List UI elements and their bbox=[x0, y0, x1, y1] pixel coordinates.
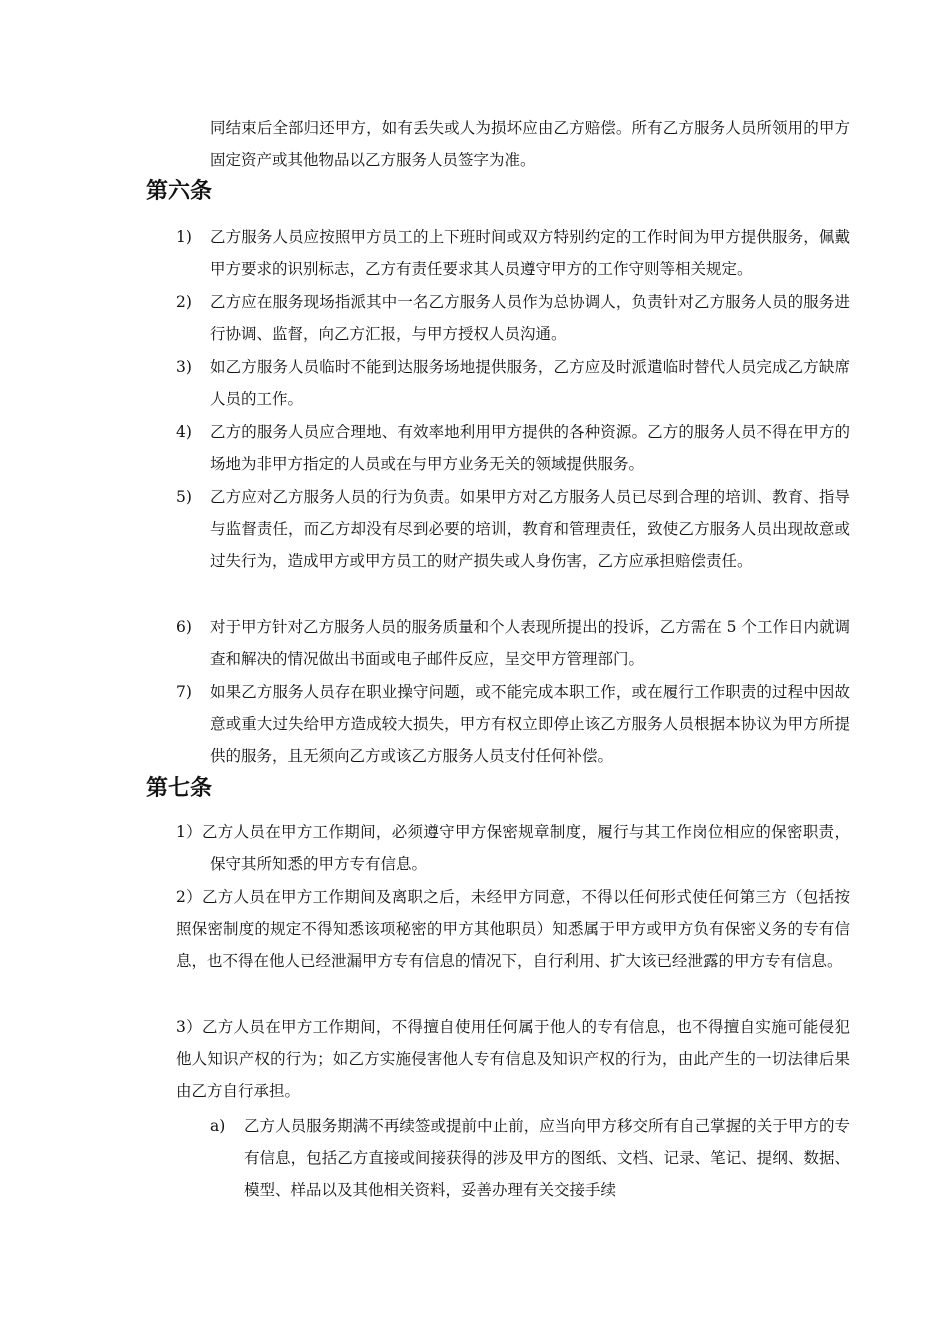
article-6-item-1-number: 1) bbox=[176, 228, 192, 246]
article-7-item-3: 3）乙方人员在甲方工作期间，不得擅自使用任何属于他人的专有信息，也不得擅自实施可能侵犯他人知识产权的行为；如乙方实施侵害他人专有信息及知识产权的行为，由此产生的一切法律后果由乙方自行承担。 bbox=[176, 1018, 850, 1100]
article-7-subitem-a-text: 乙方人员服务期满不再续签或提前中止前，应当向甲方移交所有自己掌握的关于甲方的专有信息，包括乙方直接或间接获得的涉及甲方的图纸、文档、记录、笔记、提纲、数据、模型、样品以及其他相关资料，妥善办理有关交接手续 bbox=[244, 1117, 850, 1199]
intro-paragraph: 同结束后全部归还甲方，如有丢失或人为损坏应由乙方赔偿。所有乙方服务人员所领用的甲方固定资产或其他物品以乙方服务人员签字为准。 bbox=[210, 119, 850, 169]
article-7-heading: 第七条 bbox=[146, 775, 213, 801]
article-6-item-5-number: 5) bbox=[176, 488, 192, 506]
article-6-item-1-text: 乙方服务人员应按照甲方员工的上下班时间或双方特别约定的工作时间为甲方提供服务，佩戴甲方要求的识别标志，乙方有责任要求其人员遵守甲方的工作守则等相关规定。 bbox=[210, 228, 850, 278]
article-6-item-6-number: 6) bbox=[176, 618, 192, 636]
article-6-item-2-number: 2) bbox=[176, 293, 192, 311]
article-6-item-2-text: 乙方应在服务现场指派其中一名乙方服务人员作为总协调人，负责针对乙方服务人员的服务进行协调、监督，向乙方汇报，与甲方授权人员沟通。 bbox=[210, 293, 850, 343]
article-6-item-7-text: 如果乙方服务人员存在职业操守问题，或不能完成本职工作，或在履行工作职责的过程中因故意或重大过失给甲方造成较大损失，甲方有权立即停止该乙方服务人员根据本协议为甲方所提供的服务，且无须向乙方或该乙方服务人员支付任何补偿。 bbox=[210, 683, 850, 765]
article-6-item-4-number: 4) bbox=[176, 423, 192, 441]
article-6-item-3-number: 3) bbox=[176, 358, 192, 376]
article-6-item-6-text: 对于甲方针对乙方服务人员的服务质量和个人表现所提出的投诉，乙方需在 5 个工作日内就调查和解决的情况做出书面或电子邮件反应，呈交甲方管理部门。 bbox=[210, 618, 850, 668]
article-6-item-3-text: 如乙方服务人员临时不能到达服务场地提供服务，乙方应及时派遣临时替代人员完成乙方缺席人员的工作。 bbox=[210, 358, 850, 408]
article-7-subitem-a-number: a) bbox=[210, 1117, 226, 1135]
article-6-item-4-text: 乙方的服务人员应合理地、有效率地利用甲方提供的各种资源。乙方的服务人员不得在甲方的场地为非甲方指定的人员或在与甲方业务无关的领域提供服务。 bbox=[210, 423, 850, 473]
article-7-item-1: 1）乙方人员在甲方工作期间，必须遵守甲方保密规章制度，履行与其工作岗位相应的保密职责，保守其所知悉的甲方专有信息。 bbox=[176, 823, 850, 873]
article-6-heading: 第六条 bbox=[146, 178, 213, 204]
article-7-item-2: 2）乙方人员在甲方工作期间及离职之后，未经甲方同意，不得以任何形式使任何第三方（包括按照保密制度的规定不得知悉该项秘密的甲方其他职员）知悉属于甲方或甲方负有保密义务的专有信息，也不得在他人已经泄漏甲方专有信息的情况下，自行利用、扩大该已经泄露的甲方专有信息。 bbox=[176, 888, 850, 970]
article-6-item-7-number: 7) bbox=[176, 683, 192, 701]
article-6-item-5-text: 乙方应对乙方服务人员的行为负责。如果甲方对乙方服务人员已尽到合理的培训、教育、指导与监督责任，而乙方却没有尽到必要的培训，教育和管理责任，致使乙方服务人员出现故意或过失行为，造成甲方或甲方员工的财产损失或人身伤害，乙方应承担赔偿责任。 bbox=[210, 488, 850, 570]
